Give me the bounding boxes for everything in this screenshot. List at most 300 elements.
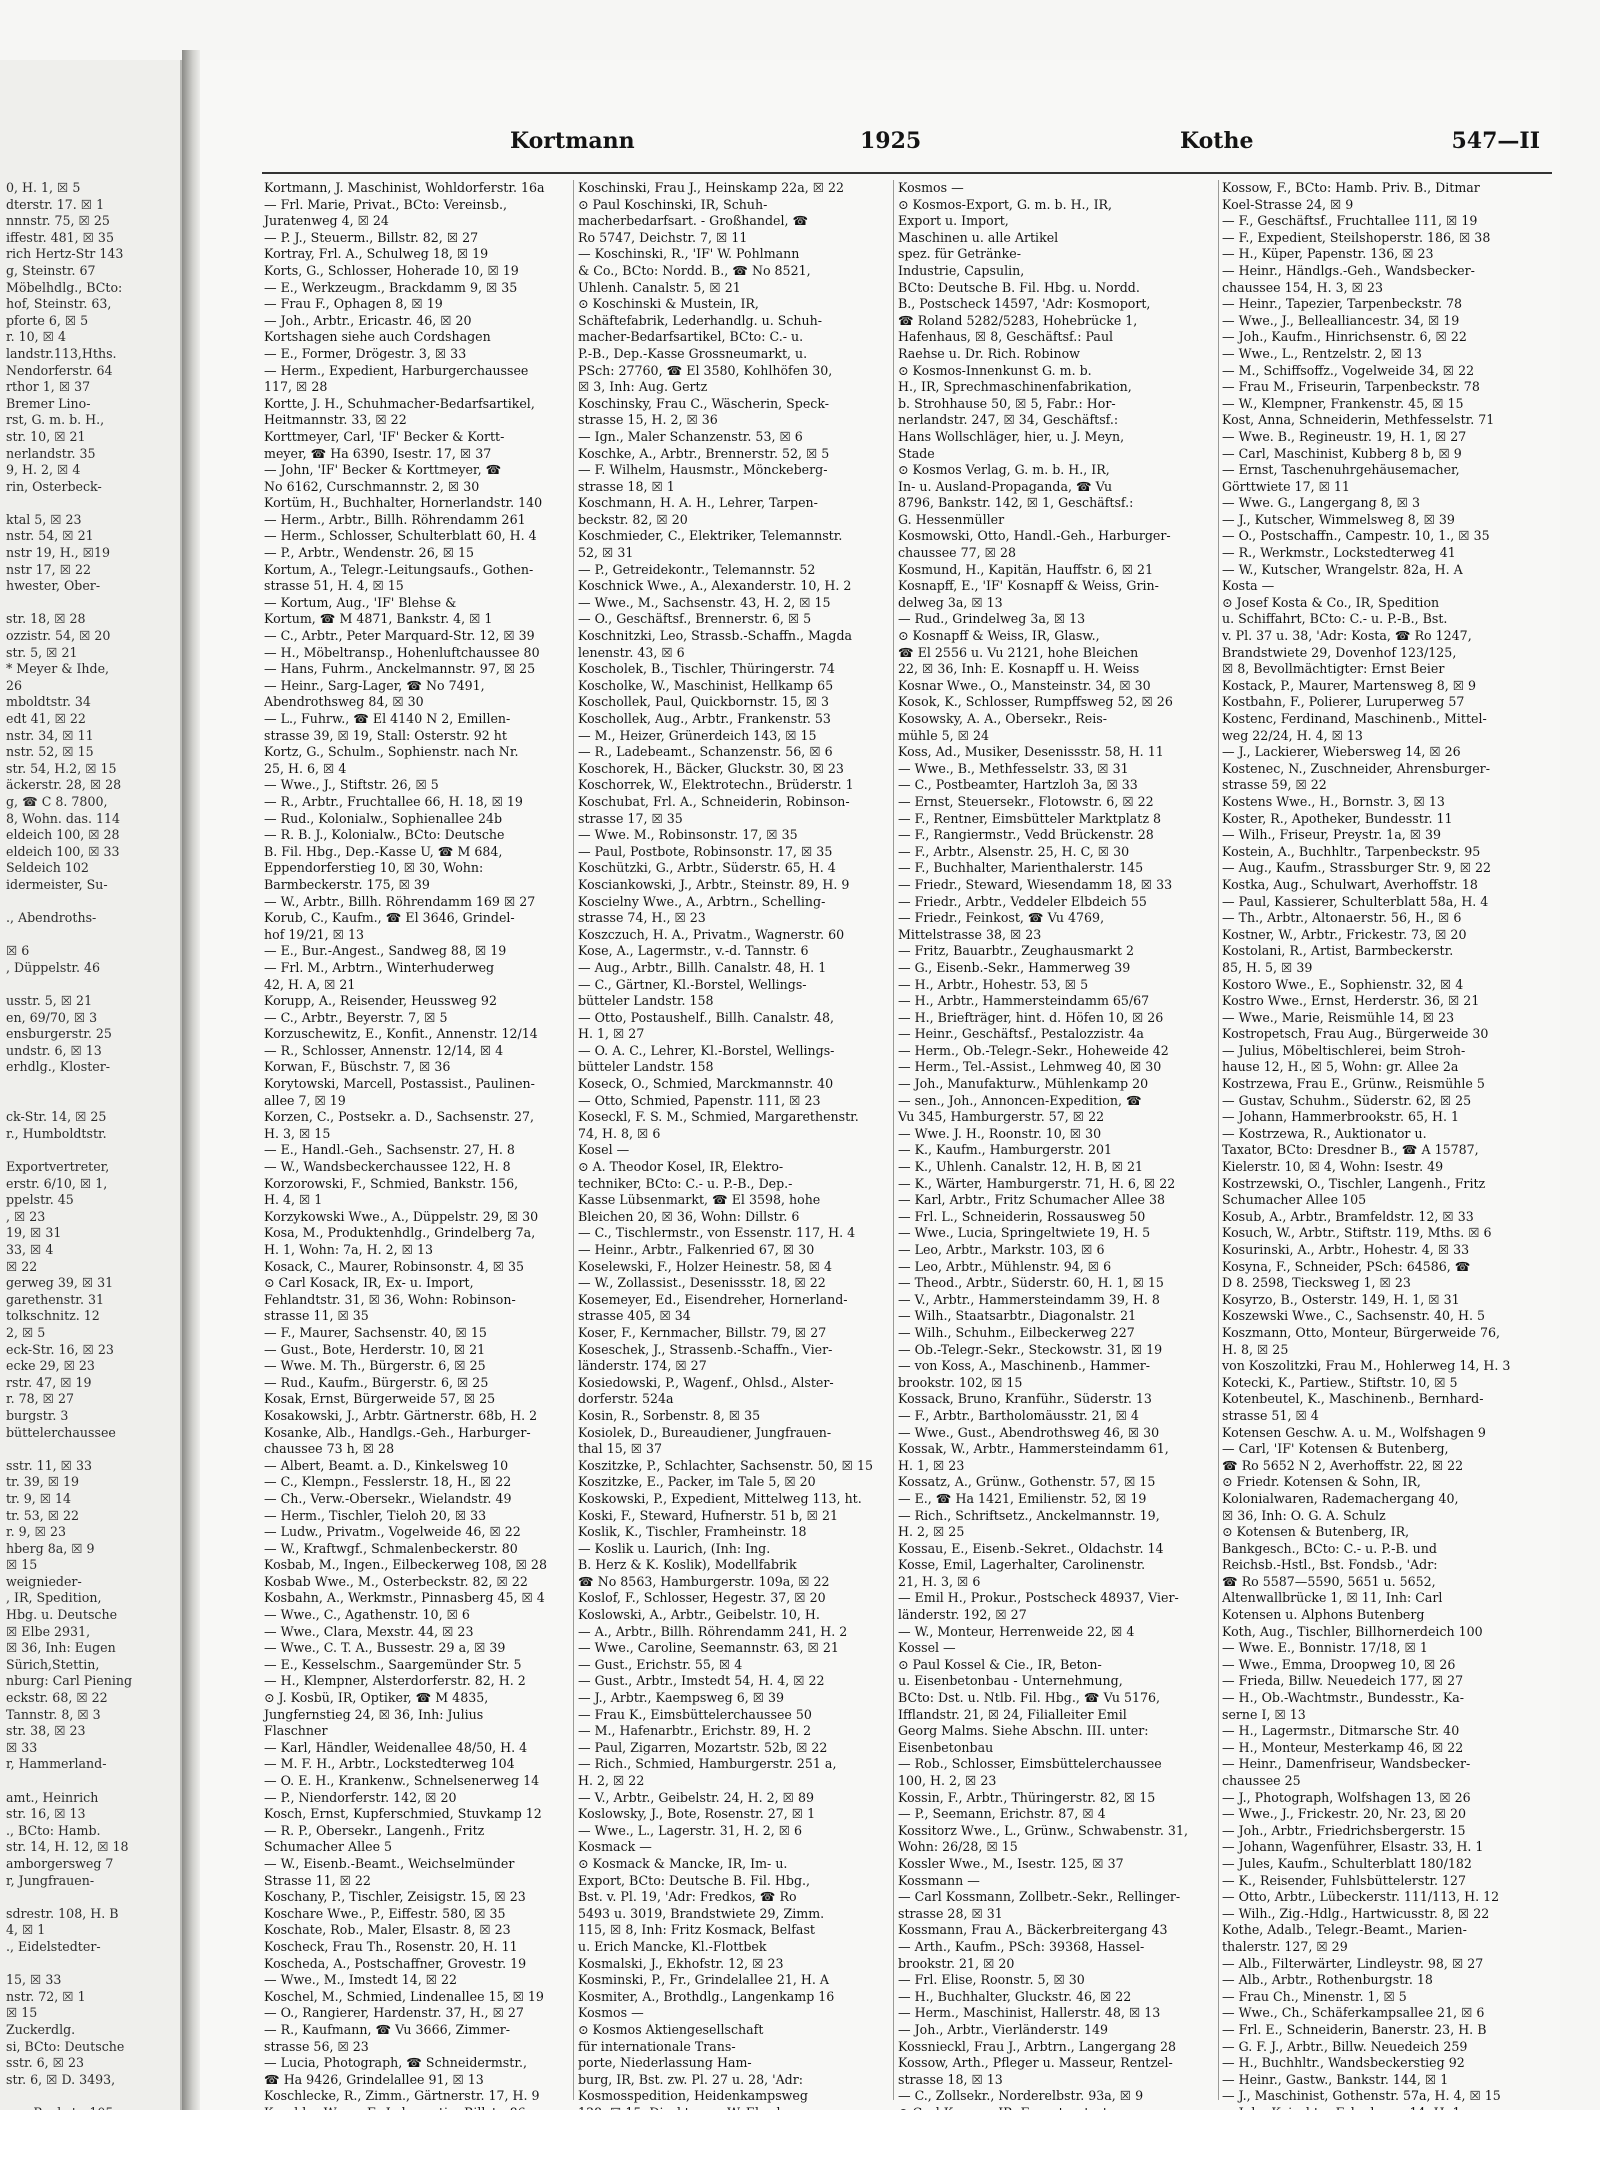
directory-entry-line: Hafenhaus, ☒ 8, Geschäftsf.: Paul	[898, 329, 1114, 345]
fragment-line: tr. 39, ☒ 19	[6, 1474, 80, 1490]
directory-entry-line: — R. B. J., Kolonialw., BCto: Deutsche	[264, 827, 505, 843]
directory-entry-line: Hans Wollschläger, hier, u. J. Meyn,	[898, 428, 1125, 444]
directory-entry-line: Kotecki, K., Partiew., Stiftstr. 10, ☒ 5	[1222, 1374, 1458, 1390]
directory-entry-line: Industrie, Capsulin,	[898, 262, 1025, 278]
directory-entry-line: — Rud., Kolonialw., Sophienallee 24b	[264, 810, 503, 826]
directory-entry-line: ☎ Roland 5282/5283, Hohebrücke 1,	[898, 312, 1138, 328]
directory-entry-line: Strasse 11, ☒ 22	[264, 1872, 371, 1888]
directory-entry-line: Kosciankowski, J., Arbtr., Steinstr. 89, H. 9	[578, 876, 850, 892]
directory-entry-line: — Frau Ch., Minenstr. 1, ☒ 5	[1222, 1988, 1407, 2004]
fragment-line: ., Abendroths-	[6, 910, 97, 926]
directory-entry-line: — G. F. J., Arbtr., Billw. Neuedeich 259	[1222, 2038, 1468, 2054]
directory-entry-line: — C., Gärtner, Kl.-Borstel, Wellings-	[578, 976, 807, 992]
fragment-line: eckstr. 68, ☒ 22	[6, 1690, 108, 1706]
directory-entry-line: v. Pl. 37 u. 38, 'Adr: Kosta, ☎ Ro 1247,	[1222, 628, 1472, 644]
directory-entry-line: — Ludw., Privatm., Vogelweide 46, ☒ 22	[264, 1524, 521, 1540]
directory-entry-line: Fehlandtstr. 31, ☒ 36, Wohn: Robinson-	[264, 1291, 516, 1307]
directory-entry-line: Kostka, Aug., Schulwart, Averhoffstr. 18	[1222, 876, 1478, 892]
directory-entry-line: u. Eisenbetonbau - Unternehmung,	[898, 1673, 1123, 1689]
directory-entry-line: — Paul, Zigarren, Mozartstr. 52b, ☒ 22	[578, 1739, 828, 1755]
directory-entry-line: ☒ 3, Inh: Aug. Gertz	[578, 379, 708, 395]
directory-entry-line: Kostein, A., Buchhltr., Tarpenbeckstr. 95	[1222, 843, 1481, 859]
fragment-line: Hbg. u. Deutsche	[6, 1607, 118, 1623]
directory-entry-line: — Heinr., Damenfriseur, Wandsbecker-	[1222, 1756, 1471, 1772]
directory-entry-line: bütteler Landstr. 158	[578, 1059, 714, 1075]
directory-entry-line: — Koslik u. Laurich, (Inh: Ing.	[578, 1540, 771, 1556]
directory-entry-line: ⊙ Paul Koschinski, IR, Schuh-	[578, 196, 768, 212]
column-divider	[1218, 180, 1219, 2100]
directory-entry-line: — C., Postbeamter, Hartzloh 3a, ☒ 33	[898, 777, 1138, 793]
fragment-line	[6, 2088, 178, 2105]
fragment-line: g, Steinstr. 67	[6, 262, 96, 278]
directory-entry-line: Koschmieder, C., Elektriker, Telemannstr.	[578, 528, 843, 544]
directory-entry-line: — Frau K., Eimsbüttelerchaussee 50	[578, 1706, 812, 1722]
directory-entry-line: — E., Kesselschm., Saargemünder Str. 5	[264, 1656, 522, 1672]
directory-entry-line: meyer, ☎ Ha 6390, Isestr. 17, ☒ 37	[264, 445, 492, 461]
directory-entry-line: Kossow, Arth., Pfleger u. Masseur, Rentzel-	[898, 2055, 1173, 2071]
directory-entry-line: Maschinen u. alle Artikel	[898, 229, 1059, 245]
directory-entry-line: Koscheda, A., Postschaffner, Grovestr. 19	[264, 1955, 527, 1971]
directory-entry-line: — Alb., Arbtr., Rothenburgstr. 18	[1222, 1972, 1433, 1988]
directory-entry-line: — K., Uhlenh. Canalstr. 12, H. B, ☒ 21	[898, 1159, 1144, 1175]
directory-column-3	[898, 180, 1216, 2104]
directory-entry-line: Kortum, A., Telegr.-Leitungsaufs., Gothen-	[264, 561, 534, 577]
directory-entry-line: — M. F. H., Arbtr., Lockstedterweg 104	[264, 1756, 515, 1772]
directory-entry-line: H. 1, ☒ 23	[898, 1457, 965, 1473]
fragment-line: r., Humboldtstr.	[6, 1125, 107, 1141]
fragment-line: erstr. 6/10, ☒ 1,	[6, 1175, 108, 1191]
directory-entry-line: H. 2, ☒ 22	[578, 1773, 645, 1788]
directory-entry-line: strasse 18, ☒ 1	[578, 478, 675, 494]
directory-entry-line: — Herm., Schlosser, Schulterblatt 60, H. 4	[264, 528, 537, 544]
directory-entry-line: — Frl. L., Schneiderin, Rossausweg 50	[898, 1208, 1146, 1224]
directory-entry-line: Koster, R., Apotheker, Bundesstr. 11	[1222, 810, 1453, 826]
directory-entry-line: Koszitzke, P., Schlachter, Sachsenstr. 50, ☒ 15	[578, 1457, 873, 1473]
directory-entry-line: Brandstwiete 29, Dovenhof 123/125,	[1222, 644, 1457, 660]
directory-entry-line: — Wwe., L., Rentzelstr. 2, ☒ 13	[1222, 345, 1422, 361]
fragment-line: ☒ 22	[6, 1258, 38, 1274]
directory-entry-line: u. Erich Mancke, Kl.-Flottbek	[578, 1938, 767, 1954]
directory-entry-line: chaussee 154, H. 3, ☒ 23	[1222, 279, 1383, 295]
fragment-line: rthor 1, ☒ 37	[6, 379, 91, 395]
directory-entry-line: — H., Möbeltransp., Hohenluftchaussee 80	[264, 644, 540, 660]
directory-entry-line: ☒ 36, Inh: O. G. A. Schulz	[1222, 1507, 1386, 1523]
directory-entry-line: — V., Arbtr., Hammersteindamm 39, H. 8	[898, 1291, 1160, 1307]
directory-entry-line: — F., Rentner, Eimsbütteler Marktplatz 8	[898, 810, 1161, 826]
directory-entry-line: strasse 15, H. 2, ☒ 36	[578, 412, 718, 428]
directory-entry-line: — F., Geschäftsf., Fruchtallee 111, ☒ 19	[1222, 213, 1478, 229]
fragment-line: edt 41, ☒ 22	[6, 711, 86, 726]
directory-entry-line: — Johann, Wagenführer, Elsastr. 33, H. 1	[1222, 1839, 1484, 1855]
directory-entry-line: ⊙ Kotensen & Butenberg, IR,	[1222, 1524, 1410, 1540]
directory-entry-line: — Herm., Expedient, Harburgerchaussee	[264, 362, 529, 378]
directory-entry-line: — Rud., Kaufm., Bürgerstr. 6, ☒ 25	[264, 1374, 489, 1390]
directory-entry-line: Taxator, BCto: Dresdner B., ☎ A 15787,	[1222, 1142, 1479, 1158]
directory-entry-line: weg 22/24, H. 4, ☒ 13	[1222, 727, 1363, 743]
directory-entry-line: Koslowski, A., Arbtr., Geibelstr. 10, H.	[578, 1607, 820, 1623]
directory-entry-line: Kotensen u. Alphons Butenberg	[1222, 1607, 1425, 1623]
directory-entry-line: Koslowsky, J., Bote, Rosenstr. 27, ☒ 1	[578, 1806, 816, 1822]
directory-entry-line: Kossmann —	[898, 1872, 980, 1888]
directory-entry-line: Koschubat, Frl. A., Schneiderin, Robinson-	[578, 793, 850, 809]
fragment-line: rin, Osterbeck-	[6, 478, 102, 494]
fragment-line: Möbelhdlg., BCto:	[6, 279, 123, 295]
fragment-line: en, 69/70, ☒ 3	[6, 1009, 98, 1025]
directory-entry-line: — F., Arbtr., Alsenstr. 25, H. C, ☒ 30	[898, 843, 1130, 859]
directory-entry-line: serne I, ☒ 13	[1222, 1706, 1306, 1722]
directory-entry-line: — W., Eisenb.-Beamt., Weichselmünder	[264, 1855, 515, 1871]
directory-entry-line: Koschany, P., Tischler, Zeisigstr. 15, ☒ 23	[264, 1889, 526, 1905]
directory-entry-line: — W., Arbtr., Billh. Röhrendamm 169 ☒ 27	[264, 893, 536, 909]
directory-entry-line: brookstr. 102, ☒ 15	[898, 1374, 1023, 1390]
directory-entry-line: BCto: Deutsche B. Fil. Hbg. u. Nordd.	[898, 279, 1140, 295]
directory-entry-line: ⊙ Kosmos Verlag, G. m. b. H., IR,	[898, 462, 1110, 478]
directory-entry-line: — E., ☎ Ha 1421, Emilienstr. 52, ☒ 19	[898, 1490, 1147, 1506]
directory-entry-line: Koslik, K., Tischler, Framheinstr. 18	[578, 1524, 807, 1540]
directory-entry-line: lenenstr. 43, ☒ 6	[578, 644, 685, 660]
fragment-line: tr. 53, ☒ 22	[6, 1507, 80, 1523]
directory-entry-line: Kosmack —	[578, 1839, 652, 1855]
directory-entry-line: Koschinski, Frau J., Heinskamp 22a, ☒ 22	[578, 180, 845, 195]
directory-entry-line: Kossatz, A., Grünw., Gothenstr. 57, ☒ 15	[898, 1474, 1156, 1490]
fragment-line: rstr. 47, ☒ 19	[6, 1374, 92, 1390]
directory-entry-line: — E., Former, Drögestr. 3, ☒ 33	[264, 345, 467, 361]
directory-entry-line: Kosbab Wwe., M., Osterbeckstr. 82, ☒ 22	[264, 1573, 528, 1589]
directory-entry-line: Kosuch, W., Arbtr., Stiftstr. 119, Mths. ☒ 6	[1222, 1225, 1492, 1241]
directory-entry-line: — O., Postschaffn., Campestr. 10, 1., ☒ 35	[1222, 528, 1490, 544]
directory-entry-line: — Wwe., Ch., Schäferkampsallee 21, ☒ 6	[1222, 2005, 1485, 2021]
directory-entry-line: Kortray, Frl. A., Schulweg 18, ☒ 19	[264, 246, 489, 262]
directory-entry-line: Abendrothsweg 84, ☒ 30	[264, 694, 424, 710]
directory-entry-line: — Arth., Kaufm., PSch: 39368, Hassel-	[898, 1938, 1145, 1954]
directory-entry-line: — J., Photograph, Wolfshagen 13, ☒ 26	[1222, 1789, 1471, 1805]
directory-entry-line: Raehse u. Dr. Rich. Robinow	[898, 345, 1080, 361]
directory-entry-line: — F., Rangiermstr., Vedd Brückenstr. 28	[898, 827, 1154, 843]
directory-entry-line: strasse 18, ☒ 13	[898, 2071, 1003, 2087]
directory-entry-line: Kosyrzo, B., Osterstr. 149, H. 1, ☒ 31	[1222, 1291, 1460, 1307]
directory-entry-line: allee 7, ☒ 19	[264, 1092, 346, 1108]
fragment-line: 15, ☒ 33	[6, 1972, 62, 1988]
fragment-line: nerlandstr. 35	[6, 445, 96, 461]
fragment-line: Zuckerdlg.	[6, 2021, 76, 2037]
directory-entry-line: Koslof, F., Schlosser, Hegestr. 37, ☒ 20	[578, 1590, 826, 1606]
directory-entry-line: — Wwe., Emma, Droopweg 10, ☒ 26	[1222, 1656, 1456, 1672]
directory-entry-line: Korytowski, Marcell, Postassist., Paulinen-	[264, 1076, 535, 1092]
directory-entry-line: Koschmann, H. A. H., Lehrer, Tarpen-	[578, 495, 818, 511]
fragment-line: tr. 9, ☒ 14	[6, 1490, 72, 1506]
directory-entry-line: P.-B., Dep.-Kasse Grossneumarkt, u.	[578, 345, 808, 361]
fragment-line: amt., Heinrich	[6, 1789, 99, 1805]
fragment-line: ☒ 36, Inh: Eugen	[6, 1640, 116, 1656]
directory-entry-line: strasse 17, ☒ 35	[578, 810, 683, 826]
directory-entry-line: Barmbeckerstr. 175, ☒ 39	[264, 876, 430, 892]
directory-entry-line: Kose, A., Lagermstr., v.-d. Tannstr. 6	[578, 943, 809, 959]
directory-entry-line: — Wwe., Gust., Abendrothsweg 46, ☒ 30	[898, 1424, 1160, 1440]
directory-entry-line: — Wwe., L., Lagerstr. 31, H. 2, ☒ 6	[578, 1822, 803, 1838]
directory-entry-line: Schumacher Allee 105	[1222, 1192, 1367, 1208]
page-number: 547—II	[1451, 128, 1540, 154]
directory-entry-line: — Gustav, Schuhm., Süderstr. 62, ☒ 25	[1222, 1092, 1472, 1108]
directory-entry-line: — Carl Kossmann, Zollbetr.-Sekr., Rellinger-	[898, 1889, 1181, 1905]
directory-entry-line: thal 15, ☒ 37	[578, 1441, 663, 1457]
directory-entry-line: — Wwe., Caroline, Seemannstr. 63, ☒ 21	[578, 1640, 839, 1656]
directory-entry-line: — Ernst, Taschenuhrgehäusemacher,	[1222, 462, 1460, 478]
directory-entry-line: Kosub, A., Arbtr., Bramfeldstr. 12, ☒ 33	[1222, 1208, 1474, 1224]
directory-entry-line: — Lucia, Photograph, ☎ Schneidermstr.,	[264, 2055, 527, 2071]
directory-entry-line: Koszewski Wwe., C., Sachsenstr. 40, H. 5	[1222, 1308, 1486, 1324]
directory-entry-line: b. Strohhause 50, ☒ 5, Fabr.: Hor-	[898, 395, 1116, 411]
fragment-line: dterstr. 17. ☒ 1	[6, 196, 105, 212]
directory-entry-line: Koschlecke, R., Zimm., Gärtnerstr. 17, H. 9	[264, 2088, 540, 2104]
fragment-line: r, Jungfrauen-	[6, 1872, 95, 1888]
fragment-line	[6, 595, 178, 612]
directory-entry-line: ☎ No 8563, Hamburgerstr. 109a, ☒ 22	[578, 1573, 830, 1589]
directory-entry-line: Koschke, A., Arbtr., Brennerstr. 52, ☒ 5	[578, 445, 830, 461]
fragment-line: str. 6, ☒ D. 3493,	[6, 2071, 116, 2087]
directory-entry-line: — Heinr., Sarg-Lager, ☎ No 7491,	[264, 677, 485, 693]
directory-entry-line: Kosak, Ernst, Bürgerweide 57, ☒ 25	[264, 1391, 496, 1407]
directory-entry-line: Kosmiter, A., Brothdlg., Langenkamp 16	[578, 1988, 835, 2004]
fragment-line: mboldtstr. 34	[6, 694, 91, 710]
directory-entry-line: — R., Werkmstr., Lockstedterweg 41	[1222, 545, 1456, 561]
directory-entry-line: — Julius, Möbeltischlerei, beim Stroh-	[1222, 1042, 1466, 1058]
directory-entry-line: Kosurinski, A., Arbtr., Hohestr. 4, ☒ 33	[1222, 1242, 1470, 1257]
directory-entry-line: — Leo, Arbtr., Mühlenstr. 94, ☒ 6	[898, 1258, 1112, 1274]
directory-entry-line: — Joh., Arbtr., Ericastr. 46, ☒ 20	[264, 312, 472, 328]
directory-entry-line: 25, H. 6, ☒ 4	[264, 760, 347, 776]
directory-entry-line: — V., Arbtr., Geibelstr. 24, H. 2, ☒ 89	[578, 1789, 814, 1805]
directory-entry-line: — Friedr., Arbtr., Veddeler Elbdeich 55	[898, 893, 1147, 909]
directory-entry-line: — W., Monteur, Herrenweide 22, ☒ 4	[898, 1623, 1135, 1639]
directory-entry-line: — J., Lackierer, Wiebersweg 14, ☒ 26	[1222, 744, 1461, 760]
directory-entry-line: & Co., BCto: Nordd. B., ☎ No 8521,	[578, 262, 811, 278]
directory-entry-line: Ro 5747, Deichstr. 7, ☒ 11	[578, 229, 748, 245]
directory-entry-line: — Frl. M., Arbtrn., Winterhuderweg	[264, 959, 495, 975]
fragment-line: ppelstr. 45	[6, 1192, 74, 1208]
directory-entry-line: Koszczuch, H. A., Privatm., Wagnerstr. 60	[578, 926, 845, 942]
fragment-line: str. 10, ☒ 21	[6, 428, 86, 444]
fragment-line	[6, 1093, 178, 1110]
directory-entry-line: dorferstr. 524a	[578, 1391, 674, 1407]
directory-entry-line: — Gust., Erichstr. 55, ☒ 4	[578, 1656, 743, 1672]
directory-entry-line: — Frieda, Billw. Neuedeich 177, ☒ 27	[1222, 1673, 1464, 1689]
directory-entry-line: — J., Kutscher, Wimmelsweg 8, ☒ 39	[1222, 511, 1455, 527]
directory-entry-line: Korzen, C., Postsekr. a. D., Sachsenstr. 27,	[264, 1109, 535, 1125]
directory-entry-line: — Ign., Maler Schanzenstr. 53, ☒ 6	[578, 428, 803, 444]
fragment-line: garethenstr. 31	[6, 1291, 104, 1307]
fragment-line: ☒ 15	[6, 2005, 38, 2021]
directory-entry-line: — Aug., Arbtr., Billh. Canalstr. 48, H. 1	[578, 959, 827, 975]
directory-entry-line: — Otto, Arbtr., Lübeckerstr. 111/113, H. 12	[1222, 1889, 1500, 1905]
directory-entry-line: — Wwe., Clara, Mexstr. 44, ☒ 23	[264, 1623, 474, 1639]
directory-entry-line: delweg 3a, ☒ 13	[898, 594, 1003, 610]
fragment-line: büttelerchaussee	[6, 1424, 116, 1440]
directory-entry-line: Koss, Ad., Musiker, Desenissstr. 58, H. 11	[898, 744, 1164, 760]
directory-entry-line: macherbedarfsart. - Großhandel, ☎	[578, 213, 809, 229]
directory-entry-line: Kossitorz Wwe., L., Grünw., Schwabenstr. 31,	[898, 1822, 1188, 1838]
directory-entry-line: Ifflandstr. 21, ☒ 24, Filialleiter Emil	[898, 1706, 1127, 1722]
header-year: 1925	[860, 128, 922, 154]
directory-entry-line: Koser, F., Kernmacher, Billstr. 79, ☒ 27	[578, 1324, 827, 1340]
directory-entry-line: — H., Monteur, Mesterkamp 46, ☒ 22	[1222, 1739, 1464, 1755]
directory-entry-line: mühle 5, ☒ 24	[898, 727, 989, 743]
directory-entry-line: 100, H. 2, ☒ 23	[898, 1773, 997, 1788]
fragment-line: 2, ☒ 5	[6, 1324, 46, 1340]
directory-entry-line: — F. Wilhelm, Hausmstr., Mönckeberg-	[578, 462, 828, 478]
directory-entry-line: — G., Eisenb.-Sekr., Hammerweg 39	[898, 959, 1131, 975]
directory-entry-line: Uhlenh. Canalstr. 5, ☒ 21	[578, 279, 741, 295]
directory-entry-line: nerlandstr. 247, ☒ 34, Geschäftsf.:	[898, 412, 1119, 428]
directory-entry-line: Stade	[898, 445, 935, 461]
fragment-line: str. 14, H. 12, ☒ 18	[6, 1839, 129, 1855]
directory-entry-line: Koschel, M., Schmied, Lindenallee 15, ☒ 19	[264, 1988, 544, 2004]
directory-entry-line: — Wilh., Zig.-Hdlg., Hartwicusstr. 8, ☒ 22	[1222, 1905, 1490, 1921]
fragment-line: * Meyer & Ihde,	[6, 661, 110, 677]
directory-entry-line: ☎ Ha 9426, Grindelallee 91, ☒ 13	[264, 2071, 484, 2087]
directory-entry-line: — P., Getreidekontr., Telemannstr. 52	[578, 561, 816, 577]
directory-entry-line: Kortmann, J. Maschinist, Wohldorferstr. 16a	[264, 180, 545, 195]
directory-entry-line: Kossel —	[898, 1640, 956, 1656]
directory-entry-line: — Emil H., Prokur., Postscheck 48937, Vier-	[898, 1590, 1179, 1606]
directory-entry-line: 85, H. 5, ☒ 39	[1222, 959, 1313, 975]
directory-entry-line: Kosmos —	[898, 180, 964, 195]
directory-entry-line: 52, ☒ 31	[578, 545, 634, 561]
directory-entry-line: 74, H. 8, ☒ 6	[578, 1125, 661, 1141]
directory-entry-line: Kossack, Bruno, Kranführ., Süderstr. 13	[898, 1391, 1152, 1407]
fragment-line: ck-Str. 14, ☒ 25	[6, 1109, 107, 1125]
directory-entry-line: 42, H. A, ☒ 21	[264, 976, 356, 992]
directory-entry-line: — Rud., Grindelweg 3a, ☒ 13	[898, 611, 1086, 627]
directory-entry-line: Kosok, K., Schlosser, Rumpffsweg 52, ☒ 26	[898, 694, 1173, 710]
directory-entry-line: strasse 56, ☒ 23	[264, 2038, 369, 2054]
directory-entry-line: Kosmund, H., Kapitän, Hauffstr. 6, ☒ 21	[898, 561, 1154, 577]
fragment-line: sstr. 6, ☒ 23	[6, 2055, 84, 2071]
directory-entry-line: — Frl. E., Schneiderin, Banerstr. 23, H. B	[1222, 2021, 1487, 2037]
directory-entry-line: — Leo, Arbtr., Markstr. 103, ☒ 6	[898, 1242, 1105, 1257]
directory-entry-line: Kosiolek, D., Bureaudiener, Jungfrauen-	[578, 1424, 832, 1440]
directory-entry-line: — Herm., Tischler, Tieloh 20, ☒ 33	[264, 1507, 487, 1523]
directory-entry-line: Kosmosspedition, Heidenkampsweg	[578, 2088, 808, 2104]
directory-entry-line: — Heinr., Händlgs.-Geh., Wandsbecker-	[1222, 262, 1475, 278]
directory-entry-line: Koschinsky, Frau C., Wäscherin, Speck-	[578, 395, 829, 411]
directory-entry-line: Bankgesch., BCto: C.- u. P.-B. und	[1222, 1540, 1437, 1556]
directory-entry-line: Wohn: 26/28, ☒ 15	[898, 1839, 1018, 1855]
fragment-line: weignieder-	[6, 1573, 82, 1589]
fragment-line: Nendorferstr. 64	[6, 362, 113, 378]
fragment-line: hof, Steinstr. 63,	[6, 296, 112, 312]
fragment-line: 0, H. 1, ☒ 5	[6, 180, 81, 195]
directory-entry-line: porte, Niederlassung Ham-	[578, 2055, 752, 2071]
directory-entry-line: — Wwe., B., Methfesselstr. 33, ☒ 31	[898, 760, 1129, 776]
directory-entry-line: strasse 51, H. 4, ☒ 15	[264, 578, 404, 594]
directory-entry-line: Korzorowski, F., Schmied, Bankstr. 156,	[264, 1175, 519, 1191]
directory-entry-line: — Albert, Beamt. a. D., Kinkelsweg 10	[264, 1457, 509, 1473]
directory-entry-line: — Wwe., Lucia, Springeltwiete 19, H. 5	[898, 1225, 1151, 1241]
directory-entry-line: — Koschinski, R., 'IF' W. Pohlmann	[578, 246, 800, 262]
directory-entry-line: für internationale Trans-	[578, 2038, 736, 2054]
directory-entry-line: Kosmowski, Otto, Handl.-Geh., Harburger-	[898, 528, 1171, 544]
directory-entry-line: — Ch., Verw.-Obersekr., Wielandstr. 49	[264, 1490, 512, 1506]
directory-entry-line: Koschollek, Aug., Arbtr., Frankenstr. 53	[578, 711, 831, 726]
fragment-line: r. 10, ☒ 4	[6, 329, 66, 345]
directory-entry-line: — Wwe., Marie, Reismühle 14, ☒ 23	[1222, 1009, 1455, 1025]
directory-entry-line: Koschützki, G., Arbtr., Süderstr. 65, H. 4	[578, 860, 836, 876]
directory-entry-line: — A., Arbtr., Billh. Röhrendamm 241, H. 2	[578, 1623, 848, 1639]
directory-entry-line: bütteler Landstr. 158	[578, 993, 714, 1009]
directory-entry-line: — Gust., Bote, Herderstr. 10, ☒ 21	[264, 1341, 486, 1357]
fragment-line: gerweg 39, ☒ 31	[6, 1275, 114, 1291]
directory-entry-line: Eppendorferstieg 10, ☒ 30, Wohn:	[264, 860, 484, 876]
directory-entry-line: Kossin, F., Arbtr., Thüringerstr. 82, ☒ 15	[898, 1789, 1156, 1805]
fragment-line: ., Eidelstedter-	[6, 1938, 101, 1954]
directory-entry-line: — Heinr., Geschäftsf., Pestalozzistr. 4a	[898, 1026, 1144, 1042]
directory-entry-line: Kossau, E., Eisenb.-Sekret., Oldachstr. 14	[898, 1540, 1164, 1556]
fragment-line	[6, 1889, 178, 1906]
fragment-line	[6, 1142, 178, 1159]
fragment-line: 9, H. 2, ☒ 4	[6, 462, 81, 478]
directory-entry-line: — Paul, Kassierer, Schulterblatt 58a, H. 4	[1222, 893, 1489, 909]
directory-entry-line: — H., Küper, Papenstr. 136, ☒ 23	[1222, 246, 1434, 262]
directory-entry-line: chaussee 25	[1222, 1773, 1301, 1788]
fragment-line: , Düppelstr. 46	[6, 959, 101, 975]
directory-entry-line: — E., Handl.-Geh., Sachsenstr. 27, H. 8	[264, 1142, 515, 1158]
directory-entry-line: Kossmann, Frau A., Bäckerbreitergang 43	[898, 1922, 1168, 1938]
directory-entry-line: Koschate, Rob., Maler, Elsastr. 8, ☒ 23	[264, 1922, 511, 1938]
directory-entry-line: Koskowski, P., Expedient, Mittelweg 113, ht.	[578, 1490, 862, 1506]
directory-entry-line: Kostbahn, F., Polierer, Luruperweg 57	[1222, 694, 1465, 710]
directory-entry-line: 5493 u. 3019, Brandstwiete 29, Zimm.	[578, 1905, 825, 1921]
directory-entry-line: — Theod., Arbtr., Süderstr. 60, H. 1, ☒ 15	[898, 1275, 1164, 1291]
directory-entry-line: Kasse Lübsenmarkt, ☎ El 3598, hohe	[578, 1192, 821, 1208]
directory-entry-line: Kotensen Geschw. A. u. M., Wolfshagen 9	[1222, 1424, 1486, 1440]
directory-entry-line: No 6162, Curschmannstr. 2, ☒ 30	[264, 478, 480, 494]
directory-entry-line: Vu 345, Hamburgerstr. 57, ☒ 22	[898, 1109, 1105, 1125]
directory-entry-line: — H., Buchhltr., Wandsbeckerstieg 92	[1222, 2055, 1465, 2071]
directory-entry-line: — C., Arbtr., Beyerstr. 7, ☒ 5	[264, 1009, 448, 1025]
directory-entry-line: — M., Heizer, Grünerdeich 143, ☒ 15	[578, 727, 817, 743]
directory-column-4	[1222, 180, 1550, 2104]
directory-entry-line: — Rich., Schriftsetz., Anckelmannstr. 19,	[898, 1507, 1160, 1523]
directory-entry-line: BCto: Dst. u. Ntlb. Fil. Hbg., ☎ Vu 5176,	[898, 1690, 1160, 1706]
directory-entry-line: — Wwe., C. T. A., Bussestr. 29 a, ☒ 39	[264, 1640, 506, 1656]
directory-entry-line: — Herm., Tel.-Assist., Lehmweg 40, ☒ 30	[898, 1059, 1162, 1075]
previous-page-fragment	[6, 180, 178, 2100]
column-divider	[893, 180, 894, 2100]
directory-entry-line: Koschorrek, W., Elektrotechn., Brüderstr. 1	[578, 777, 854, 793]
directory-entry-line: — R. P., Obersekr., Langenh., Fritz	[264, 1822, 485, 1838]
directory-entry-line: — M., Schiffsoffz., Vogelweide 34, ☒ 22	[1222, 362, 1475, 378]
directory-entry-line: — Wwe. M. Th., Bürgerstr. 6, ☒ 25	[264, 1358, 486, 1374]
directory-entry-line: Kossow, F., BCto: Hamb. Priv. B., Ditmar	[1222, 180, 1480, 195]
directory-entry-line: — Otto, Schmied, Papenstr. 111, ☒ 23	[578, 1092, 821, 1108]
fragment-line: ozzistr. 54, ☒ 20	[6, 628, 111, 644]
directory-entry-line: — Herm., Arbtr., Billh. Röhrendamm 261	[264, 511, 526, 527]
directory-entry-line: Kostack, P., Maurer, Martensweg 8, ☒ 9	[1222, 677, 1477, 693]
directory-entry-line: Juratenweg 4, ☒ 24	[264, 213, 389, 229]
fragment-line: landstr.113,Hths.	[6, 345, 117, 361]
directory-entry-line: Koszitzke, E., Packer, im Tale 5, ☒ 20	[578, 1474, 816, 1490]
directory-entry-line: Bst. v. Pl. 19, 'Adr: Fredkos, ☎ Ro	[578, 1889, 797, 1905]
directory-entry-line: — C., Klempn., Fesslerstr. 18, H., ☒ 22	[264, 1474, 512, 1490]
directory-entry-line: — J., Arbtr., Kaempsweg 6, ☒ 39	[578, 1690, 785, 1706]
fragment-line: hberg 8a, ☒ 9	[6, 1540, 95, 1556]
directory-entry-line: — Joh., Kaufm., Hinrichsenstr. 6, ☒ 22	[1222, 329, 1467, 345]
directory-entry-line: B. Herz & K. Koslik), Modellfabrik	[578, 1557, 797, 1573]
fragment-line: nstr. 54, ☒ 21	[6, 528, 94, 544]
fragment-line: ensburgerstr. 25	[6, 1026, 112, 1042]
fragment-line: nstr. 72, ☒ 1	[6, 1988, 86, 2004]
directory-entry-line: — F., Expedient, Steilshoperstr. 186, ☒ 38	[1222, 229, 1491, 245]
